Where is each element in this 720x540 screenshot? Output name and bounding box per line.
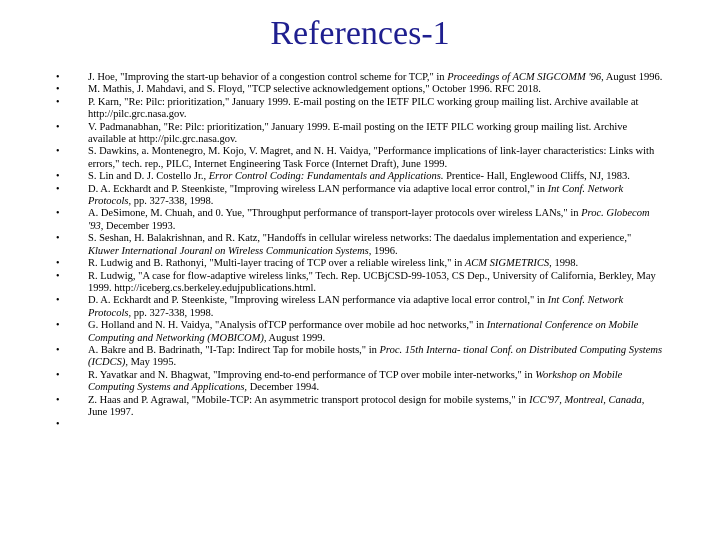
reference-text: S. Dawkins, a. Montenegro, M. Kojo, V. Magret, and N. H. Vaidya, "Performance implications of link-layer characteristics: Links with errors," tech. rep., PILC, Internet Engineering Task Force (Internet Draft), June 1999. xyxy=(88,146,655,170)
reference-item xyxy=(56,184,664,209)
reference-italic: Int Conf. Network Protocols, xyxy=(88,295,624,319)
reference-item xyxy=(56,84,664,96)
reference-text-end: pp. 327-338, 1998. xyxy=(131,196,214,208)
reference-text-end: 1996. xyxy=(371,245,398,257)
reference-text-end: , August 1996. xyxy=(601,72,663,83)
reference-text: P. Karn, "Re: Pilc: prioritization," January 1999. E-mail posting on the IETF PILC working group mailing list. Archive available at http://pilc.grc.nasa.gov. xyxy=(88,96,639,121)
reference-text: A. DeSimone, M. Chuah, and 0. Yue, "Throughput performance of transport-layer protocols over wireless LANs," in xyxy=(88,208,582,220)
reference-item xyxy=(56,72,664,84)
reference-italic: Int Conf. Network Protocols, xyxy=(88,183,624,208)
reference-item xyxy=(56,320,664,345)
reference-text: Z. Haas and P. Agrawal, "Mobile-TCP: An asymmetric transport protocol design for mobile systems," in xyxy=(88,394,530,406)
reference-text: R. Ludwig, "A case for flow-adaptive wireless links," Tech. Rep. UCBjCSD-99-1053, CS Dep., University of California, Berkley, May 1999. http://iceberg.cs.berkeley.edujpublications.html. xyxy=(88,270,656,294)
reference-italic: Proc. Globecom '93 xyxy=(88,208,650,232)
reference-text-end: December 1994. xyxy=(247,382,320,394)
reference-text: G. Holland and N. H. Vaidya, "Analysis ofTCP performance over mobile ad hoc networks," in xyxy=(88,320,487,332)
reference-item xyxy=(56,370,664,395)
reference-item xyxy=(56,271,664,296)
reference-italic: Error Control Coding: Fundamentals and Applications. xyxy=(208,171,444,183)
reference-item xyxy=(56,146,664,171)
reference-text: S. Seshan, H. Balakrishnan, and R. Katz, "Handoffs in cellular wireless networks: The daedalus implementation and experience," xyxy=(88,233,632,245)
reference-item xyxy=(56,258,664,270)
reference-text-end: pp. 327-338, 1998. xyxy=(131,307,214,319)
reference-item xyxy=(56,208,664,233)
reference-text-end: 1998. xyxy=(551,258,579,270)
reference-list xyxy=(56,72,664,419)
reference-italic: Workshop on Mobile Computing Systems and Applications, xyxy=(88,369,623,394)
reference-item xyxy=(56,122,664,147)
reference-italic: Kluwer International Jouranl on Wireless Communication Systems, xyxy=(88,245,372,257)
reference-item xyxy=(56,295,664,320)
reference-italic: ACM SIGMETRICS, xyxy=(464,258,552,270)
reference-item xyxy=(56,395,664,420)
reference-italic: International Conference on Mobile Computing and Networking (MOBICOM), xyxy=(88,320,639,344)
reference-item xyxy=(56,97,664,122)
reference-text: A. Bakre and B. Badrinath, "I-Tap: Indirect Tap for mobile hosts," in xyxy=(88,344,380,356)
reference-item xyxy=(56,233,664,258)
reference-text-end: , December 1993. xyxy=(100,220,176,232)
reference-text-end: May 1995. xyxy=(127,357,177,369)
reference-text: D. A. Eckhardt and P. Steenkiste, "Improving wireless LAN performance via adaptive local error control," in xyxy=(88,295,548,307)
reference-text: J. Hoe, "Improving the start-up behavior of a congestion control scheme for TCP," in xyxy=(88,72,448,83)
reference-text-end: Prentice- Hall, Englewood Cliffs, NJ, 1983. xyxy=(443,171,630,183)
reference-text: V. Padmanabhan, "Re: Pilc: prioritization," January 1999. E-mail posting on the IETF PILC working group mailing list. Archive available at http://pilc.grc.nasa.gov. xyxy=(88,121,628,146)
reference-text-end: August 1999. xyxy=(266,332,326,344)
slide-title: References-1 xyxy=(270,15,450,52)
reference-text: D. A. Eckhardt and P. Steenkiste, "Improving wireless LAN performance via adaptive local error control," in xyxy=(88,183,548,195)
reference-item xyxy=(56,171,664,183)
reference-italic: ICC'97, Montreal, Canada, xyxy=(529,394,645,406)
reference-italic: Proceedings of ACM SIGCOMM '96 xyxy=(447,72,602,83)
reference-text: R. Yavatkar and N. Bhagwat, "Improving end-to-end performance of TCP over mobile inter-networks," in xyxy=(88,369,536,381)
reference-italic: Proc. 15th Interna- tional Conf. on Distributed Computing Systems (ICDCS), xyxy=(88,344,663,369)
reference-text-end: June 1997. xyxy=(88,406,134,418)
reference-text: S. Lin and D. J. Costello Jr., xyxy=(88,171,209,183)
reference-item xyxy=(56,345,664,370)
reference-text: M. Mathis, J. Mahdavi, and S. Floyd, "TCP selective acknowledgement options," October 1996. RFC 2018. xyxy=(88,84,541,96)
reference-text: R. Ludwig and B. Rathonyi, "Multi-layer tracing of TCP over a reliable wireless link," in xyxy=(88,258,465,270)
